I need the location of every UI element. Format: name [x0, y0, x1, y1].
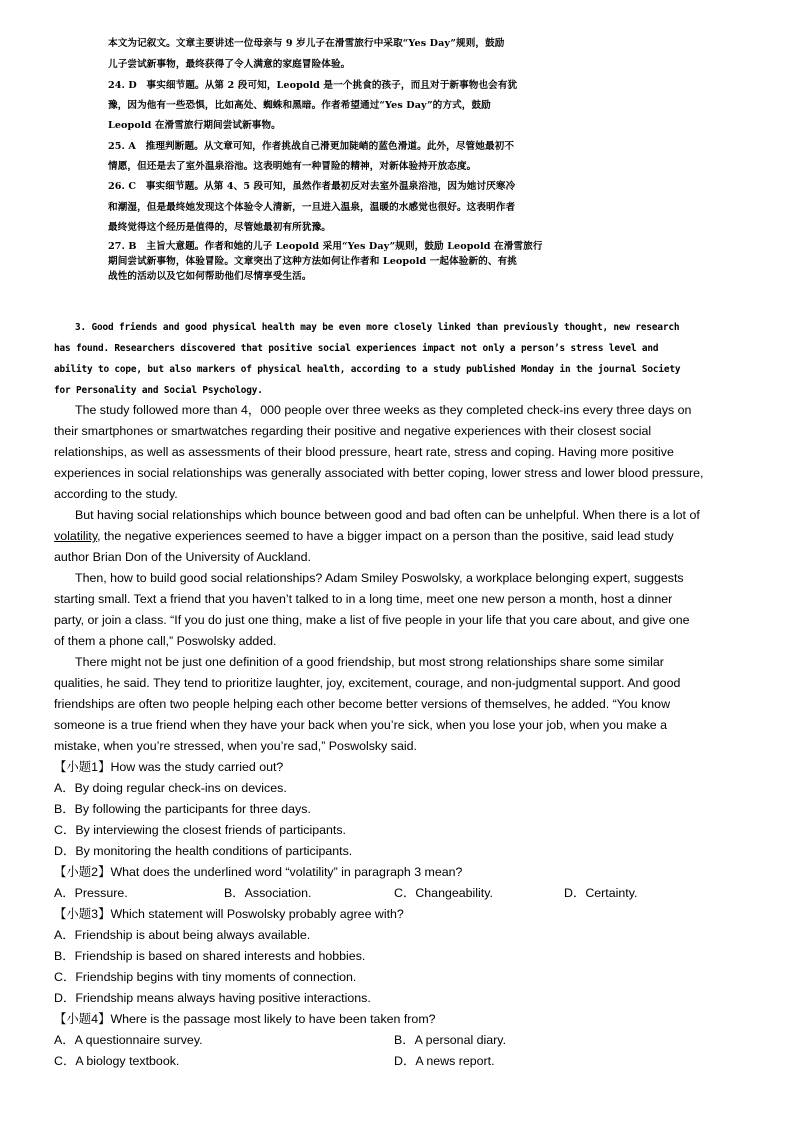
- answer-option[interactable]: D．By monitoring the health conditions of participants.: [54, 844, 353, 858]
- answer-option[interactable]: C．A biology textbook.: [54, 1054, 180, 1068]
- answer-option[interactable]: B．Friendship is based on shared interests and hobbies.: [54, 949, 366, 963]
- answer-25-line: 情愿，但还是去了室外温泉浴池。这表明她有一种冒险的精神，对新体验持开放态度。: [108, 161, 477, 172]
- paragraph-line: [54, 526, 744, 547]
- answer-option[interactable]: C．By interviewing the closest friends of participants.: [54, 823, 346, 837]
- question-stem: 【小题3】Which statement will Poswolsky probably agree with?: [54, 907, 404, 921]
- paragraph-line: their smartphones or smartwatches regarding their positive and negative experiences with their closest social: [54, 424, 652, 438]
- paragraph-line: someone is a true friend when they have your back when you’re sick, when you lose your job, when you make a: [54, 718, 667, 732]
- answer-24-line: 豫，因为他有一些恐惧，比如高处、蜘蛛和黑暗。作者希望通过“Yes Day”的方式，鼓励: [108, 100, 491, 111]
- paragraph-line: starting small. Text a friend that you haven’t talked to in a long time, meet one new person a month, host a dinner: [54, 592, 673, 606]
- paragraph-line: Then, how to build good social relationships? Adam Smiley Poswolsky, a workplace belonging expert, suggests: [75, 571, 684, 585]
- question-stem: 【小题1】How was the study carried out?: [54, 760, 284, 774]
- answer-option[interactable]: A．Friendship is about being always available.: [54, 928, 311, 942]
- answer-option[interactable]: B．A personal diary.: [394, 1033, 507, 1047]
- passage-intro-line: ability to cope, but also markers of physical health, according to a study published Monday in the journal Society: [54, 364, 681, 375]
- answer-option[interactable]: A．A questionnaire survey.: [54, 1033, 203, 1047]
- paragraph-line: The study followed more than 4，000 people over three weeks as they completed check-ins every three days on: [75, 403, 692, 417]
- answer-26-line: 26. C 事实细节题。从第 4、5 段可知，虽然作者最初反对去室外温泉浴池，因为她讨厌寒冷: [108, 181, 516, 192]
- paragraph-line: according to the study.: [54, 487, 178, 501]
- paragraph-line: mistake, when you’re stressed, when you’re sad,” Poswolsky said.: [54, 739, 417, 753]
- paragraph-line: party, or join a class. “If you do just one thing, make a list of five people in your life that you care about, and give one: [54, 613, 690, 627]
- answer-27-line: 战性的活动以及它如何帮助他们尽情享受生活。: [108, 271, 312, 282]
- answer-option[interactable]: D．Certainty.: [564, 886, 638, 900]
- answer-27-line: 27. B 主旨大意题。作者和她的儿子 Leopold 采用“Yes Day”规则，鼓励 Leopold 在滑雪旅行: [108, 241, 543, 252]
- answer-option[interactable]: D．Friendship means always having positive interactions.: [54, 991, 371, 1005]
- summary-line: 本文为记叙文。文章主要讲述一位母亲与 9 岁儿子在滑雪旅行中采取“Yes Day”规则，鼓励: [108, 38, 505, 49]
- answer-26-line: 和潮湿，但是最终她发现这个体验令人清新，一旦进入温泉，温暖的水感觉也很好。这表明作者: [108, 202, 516, 213]
- paragraph-line: author Brian Don of the University of Auckland.: [54, 550, 311, 564]
- answer-option[interactable]: C．Friendship begins with tiny moments of connection.: [54, 970, 357, 984]
- paragraph-line: friendships are often two people helping each other become better versions of themselves, he added. “You know: [54, 697, 671, 711]
- answer-26-line: 最终觉得这个经历是值得的，尽管她最初有所犹豫。: [108, 222, 331, 233]
- answer-option[interactable]: A．By doing regular check-ins on devices.: [54, 781, 287, 795]
- passage-intro-line: has found. Researchers discovered that positive social experiences impact not only a person’s stress level and: [54, 343, 659, 354]
- passage-intro-line: for Personality and Social Psychology.: [54, 385, 263, 396]
- underlined-word: volatility: [54, 529, 98, 543]
- answer-24-line: 24. D 事实细节题。从第 2 段可知，Leopold 是一个挑食的孩子，而且对于新事物也会有犹: [108, 80, 518, 91]
- paragraph-line: qualities, he said. They tend to prioritize laughter, joy, excitement, courage, and non-judgmental support. And good: [54, 676, 681, 690]
- answer-option[interactable]: B．By following the participants for three days.: [54, 802, 311, 816]
- paragraph-line: of them a phone call,” Poswolsky added.: [54, 634, 277, 648]
- answer-25-line: 25. A 推理判断题。从文章可知，作者挑战自己滑更加陡峭的蓝色滑道。此外，尽管她最初不: [108, 141, 515, 152]
- question-stem: 【小题2】What does the underlined word “volatility” in paragraph 3 mean?: [54, 865, 463, 879]
- answer-option[interactable]: C．Changeability.: [394, 886, 493, 900]
- passage-intro-line: 3. Good friends and good physical health may be even more closely linked than previously thought, new research: [75, 322, 680, 333]
- answer-option[interactable]: D．A news report.: [394, 1054, 495, 1068]
- paragraph-line: relationships, as well as assessments of their blood pressure, heart rate, stress and coping. Having more positive: [54, 445, 674, 459]
- paragraph-line: But having social relationships which bounce between good and bad often can be unhelpful. When there is a lot of: [75, 508, 700, 522]
- answer-option[interactable]: B．Association.: [224, 886, 312, 900]
- answer-option[interactable]: A．Pressure.: [54, 886, 128, 900]
- paragraph-line: There might not be just one definition of a good friendship, but most strong relationships share some similar: [75, 655, 664, 669]
- paragraph-line-rest: , the negative experiences seemed to have a bigger impact on a person than the positive, said lead study: [97, 529, 674, 543]
- answer-24-line: Leopold 在滑雪旅行期间尝试新事物。: [108, 120, 281, 131]
- summary-line: 儿子尝试新事物，最终获得了令人满意的家庭冒险体验。: [108, 59, 351, 70]
- answer-27-line: 期间尝试新事物，体验冒险。文章突出了这种方法如何让作者和 Leopold 一起体验新的、有挑: [108, 256, 517, 267]
- question-stem: 【小题4】Where is the passage most likely to have been taken from?: [54, 1012, 436, 1026]
- paragraph-line: experiences in social relationships was generally associated with better coping, lower stress and lower blood pressure,: [54, 466, 704, 480]
